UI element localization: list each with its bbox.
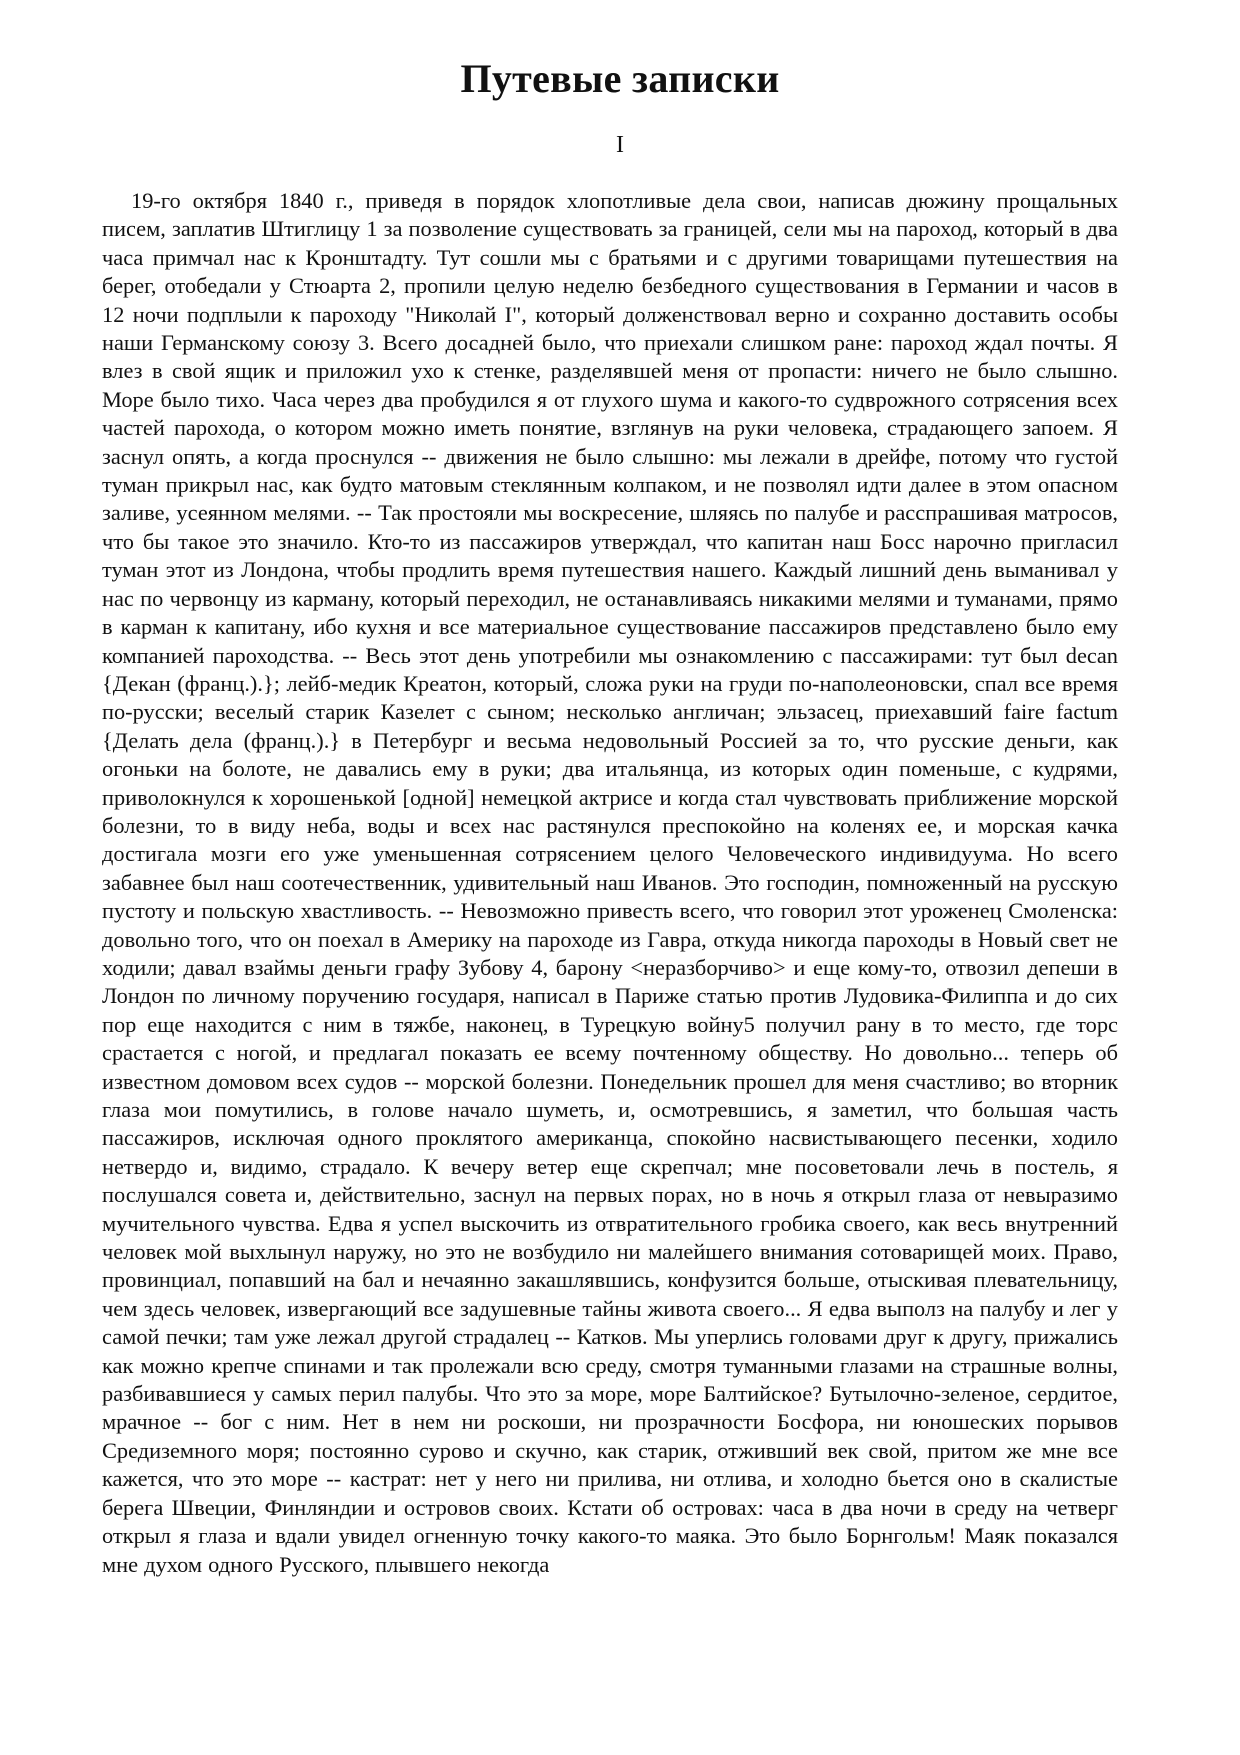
document-title: Путевые записки xyxy=(460,56,780,101)
chapter-number: I xyxy=(616,132,624,158)
body-paragraph: 19-го октября 1840 г., приведя в порядок хлопотливые дела свои, написав дюжину прощальных писем, заплатив Штиглицу 1 за позволение существовать за границей, сели мы на пароход, который в два часа примчал нас к Кронштадту. Тут сошли мы с братьями и с другими товарищами путешествия на берег, отобедали у Стюарта 2, пропили целую неделю безбедного существования в Германии и часов в 12 ночи подплыли к пароходу "Николай I", который долженствовал верно и сохранно доставить особы наши Германскому союзу 3. Всего досадней было, что приехали слишком ране: пароход ждал почты. Я влез в свой ящик и приложил ухо к стенке, разделявшей меня от пропасти: ничего не было слышно. Море было тихо. Часа через два пробудился я от глухого шума и какого-то судврожного сотрясения всех частей парохода, о котором можно иметь понятие, взглянув на руки человека, страдающего запоем. Я заснул опять, а когда проснулся -- движения не было слышно: мы лежали в дрейфе, потому что густой туман прикрыл нас, как будто матовым стеклянным колпаком, и не позволял идти далее в этом опасном заливе, усеянном мелями. -- Так простояли мы воскресение, шляясь по палубе и расспрашивая матросов, что бы такое это значило. Кто-то из пассажиров утверждал, что капитан наш Босс нарочно пригласил туман этот из Лондона, чтобы продлить время путешествия нашего. Каждый лишний день выманивал у нас по червонцу из карману, который переходил, не останавливаясь никакими мелями и туманами, прямо в карман к капитану, ибо кухня и все материальное существование пассажиров представлено было ему компанией пароходства. -- Весь этот день употребили мы ознакомлению с пассажирами: тут был decan {Декан (франц.).}; лейб-медик Креатон, который, сложа руки на груди по-наполеоновски, спал все время по-русски; веселый старик Казелет с сыном; несколько англичан; эльзасец, приехавший faire factum {Делать дела (франц.).} в Петербург и весьма недовольный Россией за то, что русские деньги, как огоньки на болоте, не давались ему в руки; два итальянца, из которых один поменьше, с кудрями, приволокнулся к хорошенькой [одной] немецкой актрисе и когда стал чувствовать приближение морской болезни, то в виду неба, воды и всех нас растянулся преспокойно на коленях ее, и морская качка достигала мозги его уже уменьшенная сотрясением целого Человеческого индивидуума. Но всего забавнее был наш соотечественник, удивительный наш Иванов. Это господин, помноженный на русскую пустоту и польскую хвастливость. -- Невозможно привесть всего, что говорил этот уроженец Смоленска: довольно того, что он поехал в Америку на пароходе из Гавра, откуда никогда пароходы в Новый свет не ходили; давал взаймы деньги графу Зубову 4, барону <неразборчиво> и еще кому-то, отвозил депеши в Лондон по личному поручению государя, написал в Париже статью против Лудовика-Филиппа и до сих пор еще находится с ним в тяжбе, наконец, в Турецкую войну5 получил рану в то место, где торс срастается с ногой, и предлагал показать ее всему почтенному обществу. Но довольно... теперь об известном домовом всех судов -- морской болезни. Понедельник прошел для меня счастливо; во вторник глаза мои помутились, в голове начало шуметь, и, осмотревшись, я заметил, что большая часть пассажиров, исключая одного проклятого американца, спокойно насвистывающего песенки, ходило нетвердо и, видимо, страдало. К вечеру ветер еще скрепчал; мне посоветовали лечь в постель, я послушался совета и, действительно, заснул на первых порах, но в ночь я открыл глаза от невыразимо мучительного чувства. Едва я успел выскочить из отвратительного гробика своего, как весь внутренний человек мой выхлынул наружу, но это не возбудило ни малейшего внимания сотоварищей моих. Право, провинциал, попавший на бал и нечаянно закашлявшись, конфузится больше, отыскивая плевательницу, чем здесь человек, извергающий все задушевные тайны живота своего... Я едва выполз на палубу и лег у самой печки; там уже лежал другой страдалец -- Катков. Мы уперлись головами друг к другу, прижались как можно крепче спинами и так пролежали всю среду, смотря туманными глазами на страшные волны, разбивавшиеся у самых перил палубы. Что это за море, море Балтийское? Бутылочно-зеленое, сердитое, мрачное -- бог с ним. Нет в нем ни роскоши, ни прозрачности Босфора, ни юношеских порывов Средиземного моря; постоянно сурово и скучно, как старик, отживший век свой, притом же мне все кажется, что это море -- кастрат: нет у него ни прилива, ни отлива, и холодно бьется оно в скалистые берега Швеции, Финляндии и островов своих. Кстати об островах: часа в два ночи в среду на четверг открыл я глаза и вдали увидел огненную точку какого-то маяка. Это было Борнгольм! Маяк показался мне духом одного Русского, плывшего некогда xyxy=(102,188,1118,1577)
